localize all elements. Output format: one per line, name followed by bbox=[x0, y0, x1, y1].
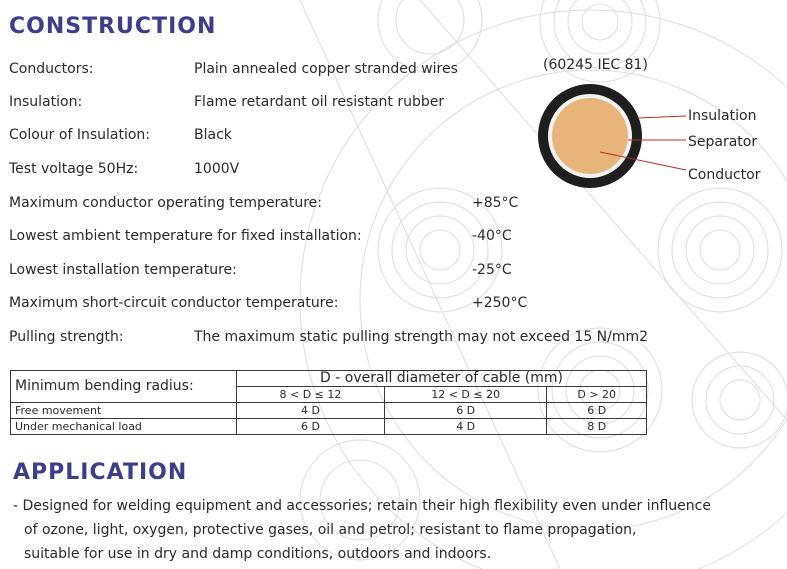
conductor-core bbox=[552, 98, 628, 174]
colour-value: Black bbox=[194, 127, 232, 143]
pulling-strength-value: The maximum static pulling strength may not exceed 15 N/mm2 bbox=[194, 329, 649, 345]
lowest-ambient-temp-value: -40°C bbox=[472, 228, 512, 244]
short-circuit-temp-label: Maximum short-circuit conductor temperature: bbox=[9, 295, 339, 311]
table-cell: 6 D bbox=[547, 403, 647, 419]
lowest-ambient-temp-label: Lowest ambient temperature for fixed installation: bbox=[9, 228, 362, 244]
separator-callout: Separator bbox=[688, 134, 758, 150]
application-text bbox=[13, 494, 733, 566]
short-circuit-temp-value: +250°C bbox=[472, 295, 528, 311]
conductors-label: Conductors: bbox=[9, 61, 94, 77]
application-heading: APPLICATION bbox=[13, 460, 188, 485]
row-label: Under mechanical load bbox=[11, 419, 237, 435]
insulation-leader bbox=[638, 116, 686, 118]
conductors-value: Plain annealed copper stranded wires bbox=[194, 61, 458, 77]
table-cell: 6 D bbox=[237, 419, 385, 435]
application-line: - Designed for welding equipment and accessories; retain their high flexibility even under influence bbox=[13, 498, 711, 514]
bending-radius-table bbox=[10, 370, 647, 435]
column-header: D > 20 bbox=[547, 387, 647, 403]
standard-reference: (60245 IEC 81) bbox=[543, 57, 648, 73]
table-cell: 8 D bbox=[547, 419, 647, 435]
test-voltage-label: Test voltage 50Hz: bbox=[9, 161, 139, 177]
diameter-group-header: D - overall diameter of cable (mm) bbox=[237, 371, 647, 387]
column-header: 12 < D ≤ 20 bbox=[384, 387, 547, 403]
lowest-installation-temp-label: Lowest installation temperature: bbox=[9, 262, 237, 278]
construction-heading: CONSTRUCTION bbox=[9, 14, 217, 39]
table-row bbox=[11, 403, 647, 419]
application-line: suitable for use in dry and damp conditions, outdoors and indoors. bbox=[24, 546, 492, 562]
max-operating-temp-value: +85°C bbox=[472, 195, 519, 211]
pulling-strength-label: Pulling strength: bbox=[9, 329, 124, 345]
table-cell: 4 D bbox=[384, 419, 547, 435]
table-header-row bbox=[11, 371, 647, 387]
column-header: 8 < D ≤ 12 bbox=[237, 387, 385, 403]
conductor-callout: Conductor bbox=[688, 167, 761, 183]
table-cell: 4 D bbox=[237, 403, 385, 419]
colour-label: Colour of Insulation: bbox=[9, 127, 150, 143]
table-cell: 6 D bbox=[384, 403, 547, 419]
insulation-value: Flame retardant oil resistant rubber bbox=[194, 94, 445, 110]
insulation-label: Insulation: bbox=[9, 94, 83, 110]
test-voltage-value: 1000V bbox=[194, 161, 240, 177]
bending-title: Minimum bending radius: bbox=[11, 371, 237, 403]
max-operating-temp-label: Maximum conductor operating temperature: bbox=[9, 195, 322, 211]
row-label: Free movement bbox=[11, 403, 237, 419]
table-row bbox=[11, 419, 647, 435]
insulation-callout: Insulation bbox=[688, 108, 757, 124]
lowest-installation-temp-value: -25°C bbox=[472, 262, 512, 278]
application-line: of ozone, light, oxygen, protective gases, oil and petrol; resistant to flame propagation, bbox=[24, 522, 637, 538]
